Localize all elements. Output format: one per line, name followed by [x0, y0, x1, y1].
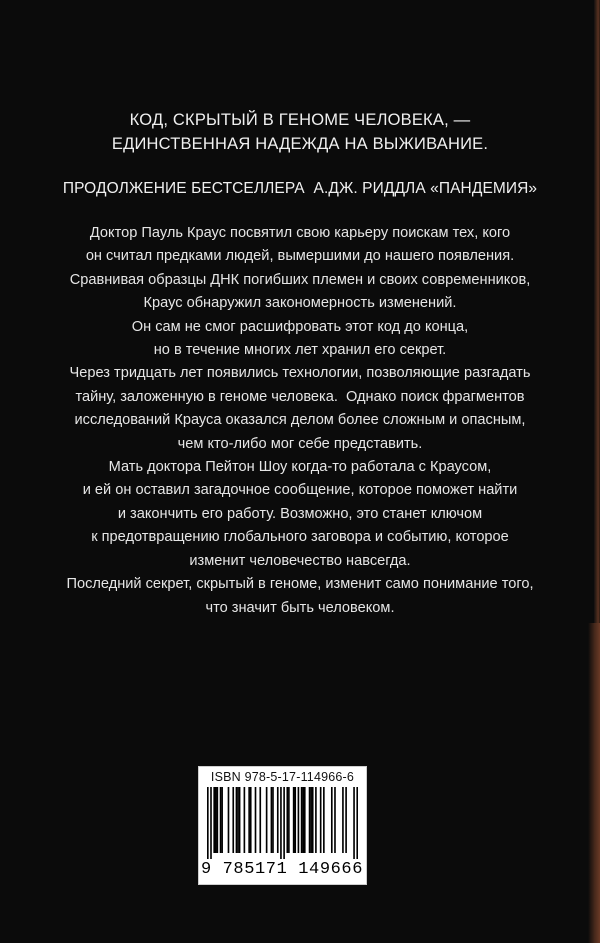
barcode-bar	[315, 787, 317, 853]
barcode-bar	[271, 787, 273, 853]
barcode-bar	[286, 787, 288, 853]
barcode-bar	[277, 787, 279, 853]
blurb-line: тайну, заложенную в геноме человека. Однако поиск фрагментов	[75, 388, 525, 405]
blurb-line: Сравнивая образцы ДНК погибших племен и своих современников,	[69, 271, 531, 288]
barcode-bar	[353, 787, 355, 859]
barcode-bar	[334, 787, 336, 853]
barcode-bar	[272, 787, 274, 853]
barcode-bar	[280, 787, 282, 859]
barcode-bar	[310, 787, 312, 853]
barcode-bar	[228, 787, 230, 853]
barcode-bar	[217, 787, 219, 853]
barcode-bar	[312, 787, 314, 853]
barcode-bar	[232, 787, 234, 853]
barcode-bar	[207, 787, 209, 859]
ean-digits: 9 785171 149666	[201, 860, 364, 879]
barcode-bar	[237, 787, 239, 853]
blurb-line: но в течение многих лет хранил его секрет.	[153, 342, 447, 359]
tagline	[0, 108, 600, 156]
barcode-bar	[302, 787, 304, 853]
barcode-bar	[236, 787, 238, 853]
barcode-bar	[248, 787, 250, 853]
barcode-bar	[259, 787, 261, 853]
barcode-bar	[304, 787, 306, 853]
barcode-bar	[342, 787, 344, 853]
blurb-line: и закончить его работу. Возможно, это станет ключом	[117, 505, 483, 522]
barcode-bar	[221, 787, 223, 853]
barcode-bar	[356, 787, 358, 859]
cover-edge-shade	[588, 623, 600, 943]
blurb	[40, 222, 560, 620]
barcode-bar	[323, 787, 325, 853]
blurb-line: Он сам не смог расшифровать этот код до конца,	[131, 318, 469, 335]
barcode-bar	[288, 787, 290, 853]
blurb-line: что значит быть человеком.	[205, 599, 395, 616]
barcode-bar	[301, 787, 303, 853]
blurb-line: к предотвращению глобального заговора и событию, которое	[91, 529, 509, 546]
tagline-line-1: КОД, СКРЫТЫЙ В ГЕНОМЕ ЧЕЛОВЕКА, —	[129, 111, 471, 129]
series-subtitle: ПРОДОЛЖЕНИЕ БЕСТСЕЛЛЕРА А.ДЖ. РИДДЛА «ПАНДЕМИЯ»	[62, 180, 538, 197]
barcode-bar	[345, 787, 347, 853]
tagline-line-2: ЕДИНСТВЕННАЯ НАДЕЖДА НА ВЫЖИВАНИЕ.	[111, 135, 489, 153]
blurb-line: он считал предками людей, вымершими до нашего появления.	[85, 248, 515, 265]
blurb-line: и ей он оставил загадочное сообщение, которое поможет найти	[82, 482, 518, 499]
blurb-line: чем кто-либо мог себе представить.	[177, 435, 423, 452]
isbn-barcode	[198, 766, 367, 885]
blurb-line: изменит человечество навсегда.	[189, 552, 411, 569]
barcode-bar	[255, 787, 257, 853]
blurb-line: Через тридцать лет появились технологии, позволяющие разгадать	[69, 365, 531, 382]
barcode-bar	[210, 787, 212, 859]
barcode-bars-icon	[207, 787, 358, 859]
barcode-bar	[250, 787, 252, 853]
barcode-bar	[239, 787, 241, 853]
blurb-line: исследований Крауса оказался делом более сложным и опасным,	[74, 412, 526, 429]
barcode-bar	[298, 787, 300, 853]
blurb-line: Доктор Пауль Краус посвятил свою карьеру поискам тех, кого	[89, 225, 511, 241]
barcode-bar	[220, 787, 222, 853]
barcode-bar	[213, 787, 215, 853]
blurb-line: Мать доктора Пейтон Шоу когда-то работала с Краусом,	[108, 459, 492, 476]
blurb-line: Краус обнаружил закономерность изменений.	[143, 295, 457, 312]
barcode-bar	[283, 787, 285, 859]
barcode-bar	[215, 787, 217, 853]
barcode-bar	[320, 787, 322, 853]
barcode-bar	[266, 787, 268, 853]
blurb-line: Последний секрет, скрытый в геноме, изменит само понимание того,	[66, 576, 534, 593]
barcode-bar	[331, 787, 333, 853]
isbn-number: ISBN 978-5-17-114966-6	[210, 770, 355, 784]
barcode-bar	[309, 787, 311, 853]
barcode-bar	[294, 787, 296, 853]
barcode-bar	[293, 787, 295, 853]
barcode-bar	[244, 787, 246, 853]
